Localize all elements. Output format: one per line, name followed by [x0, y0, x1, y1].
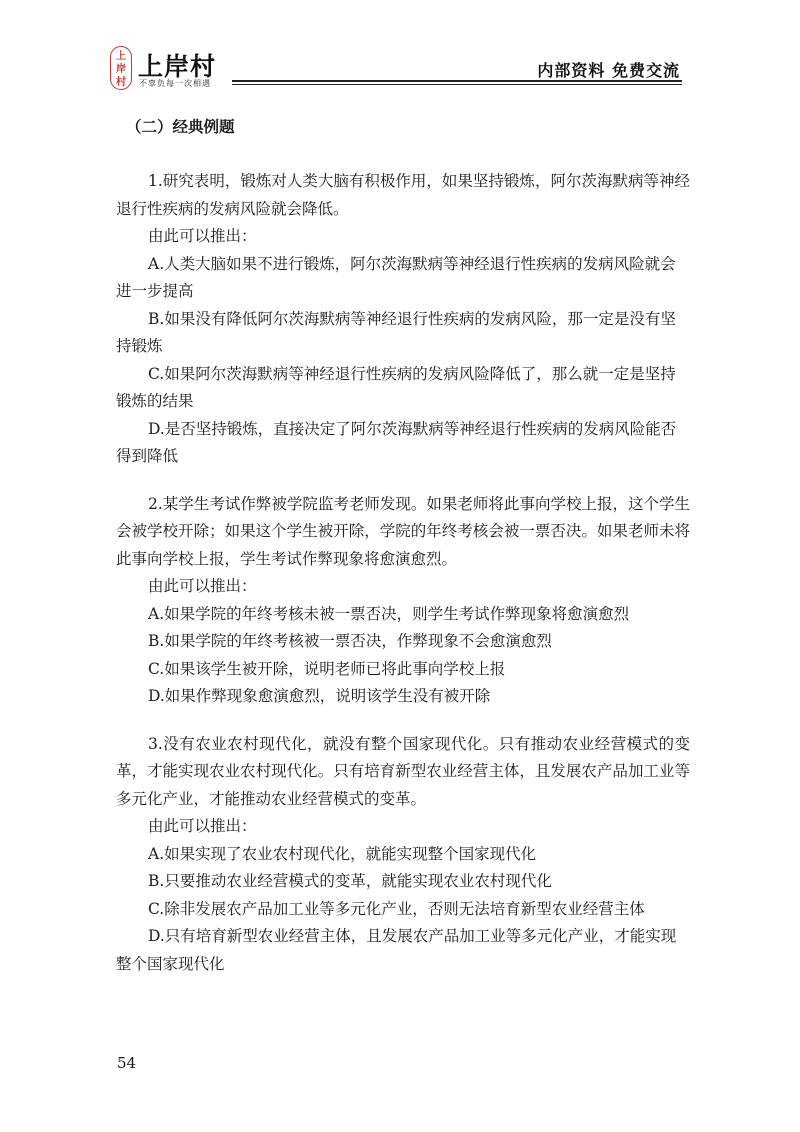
- seal-char-1: 上: [116, 51, 126, 62]
- option-d: D.只有培育新型农业经营主体，且发展农产品加工业等多元化产业，才能实现整个国家现代化: [116, 927, 677, 973]
- question-prompt: 由此可以推出：: [148, 227, 257, 245]
- header-rule: [232, 80, 682, 82]
- question-stem: 3.没有农业农村现代化，就没有整个国家现代化。只有推动农业经营模式的变革，才能实现农业农村现代化。只有培育新型农业经营主体，且发展农产品加工业等多元化产业，才能推动农业经营模式的变革。: [116, 734, 690, 808]
- option-a: A.如果学院的年终考核未被一票否决，则学生考试作弊现象将愈演愈烈: [148, 604, 630, 623]
- option-b: B.如果没有降低阿尔茨海默病等神经退行性疾病的发病风险，那一定是没有坚持锻炼: [116, 309, 676, 355]
- option-a: A.如果实现了农业农村现代化，就能实现整个国家现代化: [148, 844, 537, 863]
- option-c: C.如果阿尔茨海默病等神经退行性疾病的发病风险降低了，那么就一定是坚持锻炼的结果: [116, 364, 676, 410]
- option-d: D.如果作弊现象愈演愈烈，说明该学生没有被开除: [148, 687, 491, 705]
- question-3: [116, 731, 690, 979]
- question-2: [116, 491, 690, 711]
- question-stem: 2.某学生考试作弊被学院监考老师发现。如果老师将此事向学校上报，这个学生会被学校开除；如果这个学生被开除，学院的年终考核会被一票否决。如果老师未将此事向学校上报，学生考试作弊现象将愈演愈烈。: [116, 494, 690, 568]
- seal-char-3: 村: [116, 77, 126, 88]
- section-title: （二）经典例题: [126, 118, 235, 136]
- question-1: [116, 168, 690, 471]
- option-d: D.是否坚持锻炼，直接决定了阿尔茨海默病等神经退行性疾病的发病风险能否得到降低: [116, 419, 677, 465]
- page-content: [116, 112, 690, 998]
- option-a: A.人类大脑如果不进行锻炼，阿尔茨海默病等神经退行性疾病的发病风险就会进一步提高: [116, 254, 676, 300]
- brand-seal-logo: [110, 46, 132, 90]
- option-c: C.如果该学生被开除，说明老师已将此事向学校上报: [148, 659, 506, 678]
- brand-slogan: 不辜负每一次相遇: [139, 79, 211, 88]
- question-prompt: 由此可以推出：: [148, 817, 257, 835]
- question-prompt: 由此可以推出：: [148, 577, 257, 595]
- page-number: 54: [117, 1054, 137, 1072]
- header-rule-thin: [232, 84, 682, 85]
- page-header: [110, 46, 682, 92]
- question-stem: 1.研究表明，锻炼对人类大脑有积极作用，如果坚持锻炼，阿尔茨海默病等神经退行性疾病的发病风险就会降低。: [116, 172, 690, 218]
- option-c: C.除非发展农产品加工业等多元化产业，否则无法培育新型农业经营主体: [148, 899, 645, 918]
- option-b: B.只要推动农业经营模式的变革，就能实现农业农村现代化: [148, 872, 552, 890]
- seal-char-2: 岸: [116, 64, 126, 75]
- option-b: B.如果学院的年终考核被一票否决，作弊现象不会愈演愈烈: [148, 632, 552, 650]
- brand-name: 上岸村: [138, 52, 217, 81]
- header-note: 内部资料 免费交流: [537, 61, 680, 80]
